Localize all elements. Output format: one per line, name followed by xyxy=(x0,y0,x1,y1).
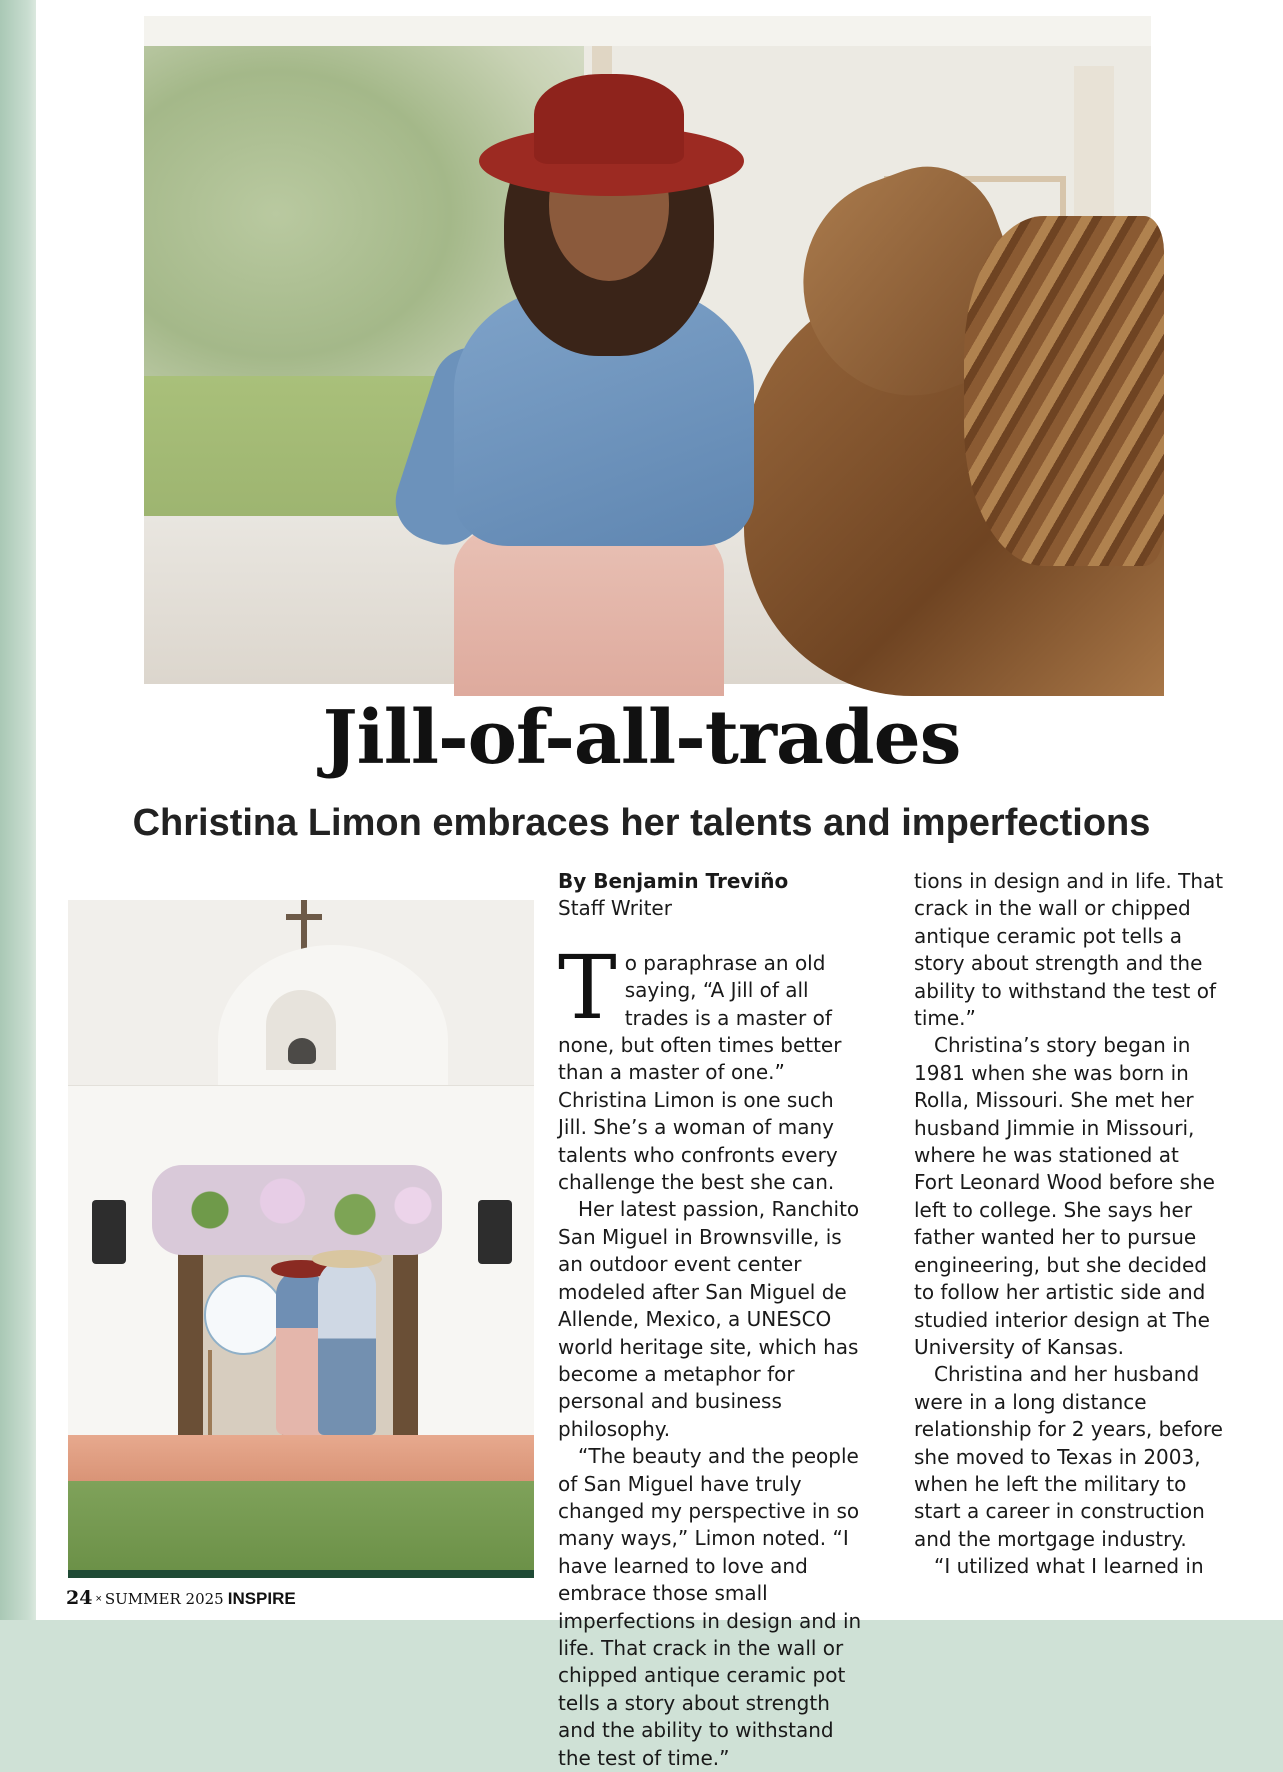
hero-photo xyxy=(144,16,1151,684)
man-figure xyxy=(318,1260,376,1435)
article-subtitle: Christina Limon embraces her talents and imperfections xyxy=(132,802,1151,844)
paragraph-3-continued: tions in design and in life. That crack in the wall or chipped antique ceramic pot tells a story about strength and the ability to withstand the test of time.” xyxy=(914,869,1224,1031)
grass xyxy=(68,1481,534,1570)
man-hat xyxy=(312,1250,382,1268)
paragraph-1-text: o paraphrase an old saying, “A Jill of all trades is a master of none, but often times better than a master of one.” Christina Limon is one such Jill. She’s a woman of many talents who confronts every challenge the best she can. xyxy=(558,950,842,1195)
cross-icon xyxy=(301,900,307,952)
chapel-photo xyxy=(68,900,534,1570)
byline: By Benjamin Treviño xyxy=(558,869,789,893)
page-number: 24 xyxy=(66,1587,93,1609)
horse-sculpture-mane xyxy=(964,216,1164,566)
article-column-2 xyxy=(914,868,1224,1581)
photo-ceiling xyxy=(144,16,1151,46)
photo-rule xyxy=(68,1570,534,1578)
footer-separator: × xyxy=(95,1593,102,1605)
lantern-left xyxy=(92,1200,126,1264)
paragraph-3: “The beauty and the people of San Miguel have truly changed my perspective in so many ways,” Limon noted. “I have learned to love and embrace those small imperfections in design and in life. That crack in the wall or chipped antique ceramic pot tells a story about strength and the ability to withstand the test of time.” xyxy=(558,1444,862,1770)
cross-arm xyxy=(286,914,322,920)
article-column-1 xyxy=(558,868,868,1770)
article-title: Jill-of-all-trades xyxy=(322,695,961,781)
bell-icon xyxy=(288,1038,316,1064)
byline-role: Staff Writer xyxy=(558,896,672,921)
footer-issue: SUMMER 2025 xyxy=(104,1590,224,1608)
paragraph-2: Her latest passion, Ranchito San Miguel in Brownsville, is an outdoor event center modeled after San Miguel de Allende, Mexico, a UNESCO world heritage site, which has become a metaphor for personal and business philosophy. xyxy=(558,1197,860,1441)
easel xyxy=(208,1350,286,1440)
drop-cap: T xyxy=(558,935,617,1039)
paragraph-4: Christina’s story began in 1981 when she was born in Rolla, Missouri. She met her husband Jimmie in Missouri, where he was stationed at Fort Leonard Wood before she left to college. She says her father wanted her to pursue engineering, but she decided to follow her artistic side and studied interior design at The University of Kansas. xyxy=(914,1033,1215,1359)
welcome-sign xyxy=(204,1275,284,1355)
paragraph-5: Christina and her husband were in a long distance relationship for 2 years, before she moved to Texas in 2003, when he left the military to start a career in construction and the mortgage industry. xyxy=(914,1362,1223,1551)
red-hat-crown xyxy=(534,74,684,164)
tile-step xyxy=(68,1435,534,1481)
flower-garland xyxy=(152,1165,442,1255)
footer-magazine: INSPIRE xyxy=(227,1589,296,1608)
paragraph-6: “I utilized what I learned in xyxy=(934,1554,1204,1579)
paragraph-1 xyxy=(558,935,868,1197)
page-footer xyxy=(66,1587,296,1609)
lantern-right xyxy=(478,1200,512,1264)
